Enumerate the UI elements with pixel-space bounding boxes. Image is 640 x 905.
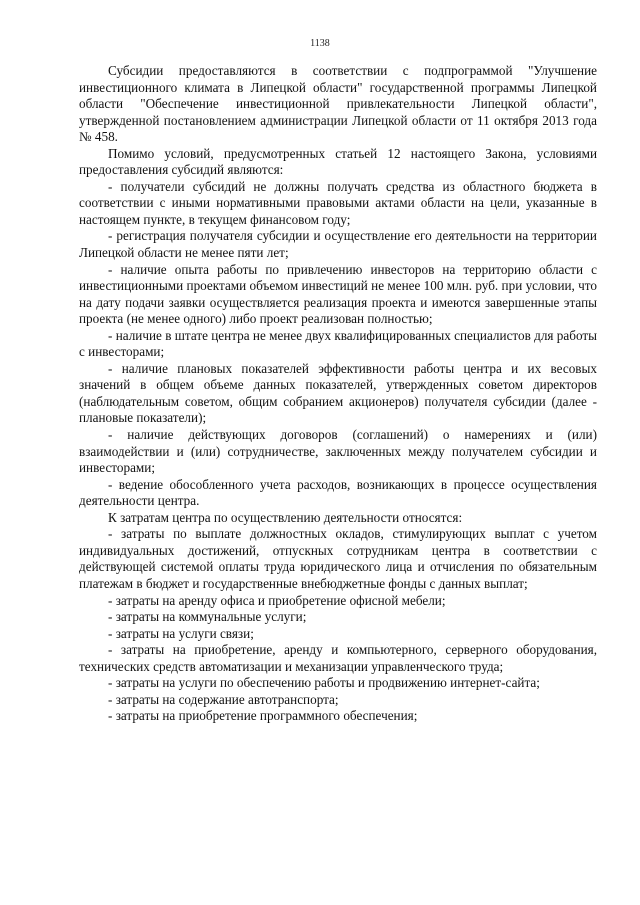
list-item: - затраты на коммунальные услуги;	[108, 609, 307, 625]
list-item: - затраты на услуги связи;	[108, 625, 254, 641]
paragraph: Помимо условий, предусмотренных статьей 12 настоящего Закона, условиями предоставления субсидий являются:	[79, 145, 597, 178]
list-item: - получатели субсидий не должны получать средства из областного бюджета в соответствии с иными нормативными правовыми актами области на цели, указанные в настоящем пункте, в текущем финансовом году;	[79, 178, 597, 227]
page-number: 1138	[310, 38, 330, 49]
paragraph: К затратам центра по осуществлению деятельности относятся:	[108, 509, 463, 525]
list-item: - регистрация получателя субсидии и осуществление его деятельности на территории Липецкой области не менее пяти лет;	[79, 228, 597, 261]
list-item: - наличие в штате центра не менее двух квалифицированных специалистов для работы с инвесторами;	[79, 327, 597, 360]
list-item: - наличие плановых показателей эффективности работы центра и их весовых значений в общем объеме данных показателей, утвержденных советом директоров (наблюдательным советом, общим собранием акционеров) получателя субсидии (далее - плановые показатели);	[79, 360, 597, 426]
document-body	[79, 63, 597, 725]
list-item: - затраты на приобретение, аренду и компьютерного, серверного оборудования, технических средств автоматизации и механизации управленческого труда;	[79, 642, 597, 674]
list-item: - затраты по выплате должностных окладов, стимулирующих выплат с учетом индивидуальных достижений, отпускных сотрудникам центра в соответствии с действующей системой оплаты труда юридического лица и отчисления по обязательным платежам в бюджет и государственные внебюджетные фонды с данных выплат;	[79, 526, 597, 591]
list-item: - ведение обособленного учета расходов, возникающих в процессе осуществления деятельности центра.	[79, 476, 597, 509]
list-item: - наличие опыта работы по привлечению инвесторов на территорию области с инвестиционными проектами объемом инвестиций не менее 100 млн. руб. при условии, что на дату подачи заявки осуществляется реализация проекта и имеются завершенные этапы проекта (не менее одного) либо проект реализован полностью;	[79, 261, 597, 327]
list-item: - затраты на услуги по обеспечению работы и продвижению интернет-сайта;	[108, 675, 540, 691]
list-item: - затраты на содержание автотранспорта;	[108, 691, 339, 707]
paragraph: Субсидии предоставляются в соответствии с подпрограммой "Улучшение инвестиционного климата в Липецкой области" государственной программы Липецкой области "Обеспечение инвестиционной привлекательности Липецкой области", утвержденной постановлением администрации Липецкой области от 11 октября 2013 года № 458.	[79, 63, 597, 145]
list-item: - затраты на аренду офиса и приобретение офисной мебели;	[108, 592, 446, 608]
list-item: - затраты на приобретение программного обеспечения;	[108, 708, 418, 724]
list-item: - наличие действующих договоров (соглашений) о намерениях и (или) взаимодействии и (или) сотрудничестве, заключенных между получателем субсидии и инвесторами;	[79, 427, 597, 476]
